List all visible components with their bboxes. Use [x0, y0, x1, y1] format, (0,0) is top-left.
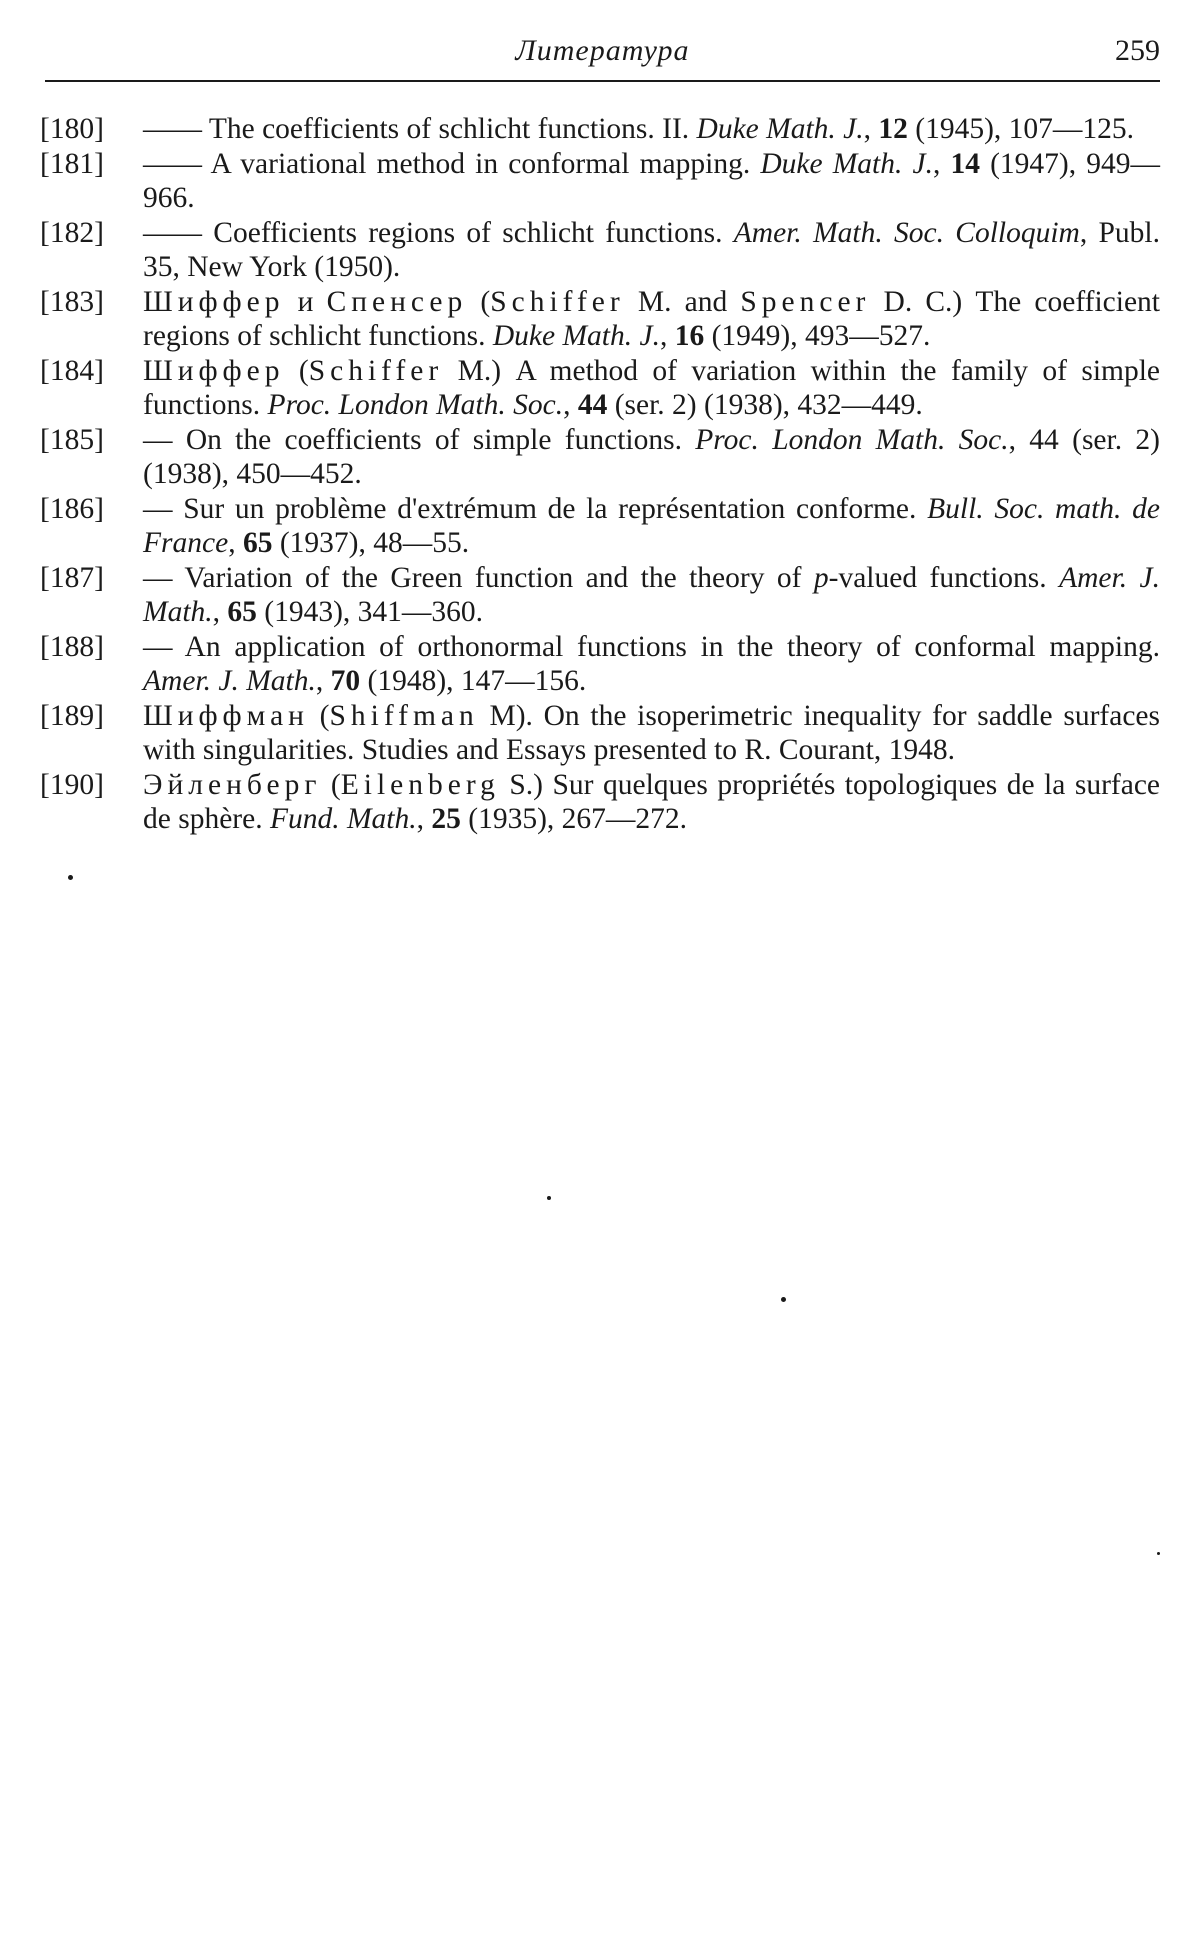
reference-text: Эйленберг (Eilenberg S.) Sur quelques propriétés topologiques de la surface de sphère. Fund. Math., 25 (1935), 267—272.: [143, 768, 1161, 835]
scan-speck: [68, 875, 73, 880]
reference-number: [189]: [40, 699, 104, 732]
reference-item: [40, 768, 1160, 837]
reference-item: [40, 285, 1160, 354]
reference-number: [182]: [40, 216, 104, 249]
reference-item: [40, 699, 1160, 768]
reference-number: [188]: [40, 630, 104, 663]
reference-item: [40, 147, 1160, 216]
running-title: Литература: [515, 34, 690, 67]
header-rule: [45, 80, 1160, 82]
reference-number: [185]: [40, 423, 104, 456]
reference-text: — Sur un problème d'extrémum de la représentation conforme. Bull. Soc. math. de France, 65 (1937), 48—55.: [143, 492, 1160, 559]
reference-text: —— A variational method in conformal mapping. Duke Math. J., 14 (1947), 949—966.: [143, 147, 1160, 214]
reference-text: Шиффман (Shiffman M). On the isoperimetric inequality for saddle surfaces with singularities. Studies and Essays presented to R. Courant, 1948.: [143, 699, 1161, 766]
reference-item: [40, 354, 1160, 423]
reference-text: Шиффер (Schiffer M.) A method of variation within the family of simple functions. Proc. London Math. Soc., 44 (ser. 2) (1938), 432—449.: [143, 354, 1161, 421]
reference-item: [40, 561, 1160, 630]
scan-speck: [781, 1297, 786, 1302]
reference-number: [181]: [40, 147, 104, 180]
reference-text: —— Coefficients regions of schlicht functions. Amer. Math. Soc. Colloquim, Publ. 35, New York (1950).: [143, 216, 1160, 283]
scan-speck: [547, 1196, 551, 1200]
reference-text: Шиффер и Спенсер (Schiffer M. and Spencer D. C.) The coefficient regions of schlicht functions. Duke Math. J., 16 (1949), 493—527.: [143, 285, 1160, 352]
running-head: [45, 30, 1160, 76]
reference-item: [40, 423, 1160, 492]
reference-item: [40, 216, 1160, 285]
reference-item: [40, 492, 1160, 561]
page-number: 259: [1115, 34, 1160, 67]
reference-item: [40, 630, 1160, 699]
reference-list: [40, 112, 1160, 837]
reference-text: — On the coefficients of simple functions. Proc. London Math. Soc., 44 (ser. 2) (1938), 450—452.: [143, 423, 1160, 490]
scan-speck: [1157, 1552, 1160, 1555]
reference-text: — Variation of the Green function and the theory of p-valued functions. Amer. J. Math., 65 (1943), 341—360.: [143, 561, 1160, 628]
reference-text: — An application of orthonormal functions in the theory of conformal mapping. Amer. J. Math., 70 (1948), 147—156.: [143, 630, 1160, 697]
reference-item: [40, 112, 1160, 147]
reference-number: [187]: [40, 561, 104, 594]
reference-number: [183]: [40, 285, 104, 318]
reference-number: [186]: [40, 492, 104, 525]
reference-number: [190]: [40, 768, 104, 801]
reference-text: —— The coefficients of schlicht functions. II. Duke Math. J., 12 (1945), 107—125.: [143, 113, 1135, 145]
reference-number: [180]: [40, 113, 104, 145]
reference-number: [184]: [40, 354, 104, 387]
